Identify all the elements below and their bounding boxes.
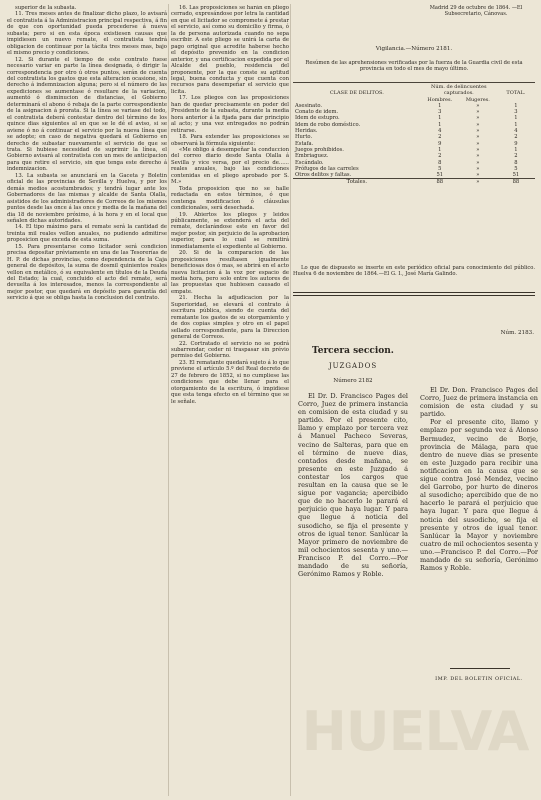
table-cell: 88 — [497, 179, 535, 186]
row-label: Idem de robo doméstico. — [295, 121, 361, 128]
table-cell: 3 — [438, 109, 442, 116]
section-heading: Vigilancia.—Número 2181. — [375, 46, 453, 52]
table-cell: 1 — [438, 115, 442, 122]
notice-number: Número 2182 — [333, 378, 373, 384]
table-cell: » — [476, 109, 480, 116]
table-cell: » — [476, 159, 480, 166]
table-cell: 3 — [514, 109, 518, 116]
paragraph: 20. Si de la comparacion de las proposiciones resultasen igualmente beneficiosas dos ó mas, se abrirá en el acto nueva licitacion á la voz por espacio de media hora, pero solo entre los autores de las propuestas que hubiesen causado el empate. — [171, 250, 289, 295]
row-label: Hurto. — [295, 134, 313, 141]
table-cell: 1 — [514, 146, 518, 153]
table-cell: 1 — [438, 102, 442, 109]
column-divider — [168, 4, 169, 796]
table-cell: 1 — [438, 146, 442, 153]
table-cell: 2 — [514, 153, 518, 160]
table-cell: » — [459, 179, 497, 186]
table-cell: » — [476, 165, 480, 172]
paragraph: 14. El tipo máximo para el remate será la cantidad de treinta mil reales vellon anuales, no pudiendo admitirse proposicion que exceda de esta suma. — [7, 224, 167, 244]
section-title: Tercera seccion. — [312, 346, 394, 356]
paragraph: 21. Hecha la adjudicacion por la Superioridad, se elevará el contrato á escritura pública, siendo de cuenta del rematante los gastos de su otorgamiento y de dos copias simples y otro en el papel sellado correspondiente, para la Direccion general de Correos. — [171, 295, 289, 341]
row-label: Prófugos de las carreles — [295, 165, 359, 172]
table-cell: 51 — [512, 172, 520, 179]
table-cell: 1 — [438, 121, 442, 128]
column-header: Núm. de delincuentes capturados. — [431, 84, 487, 97]
table-cell: » — [476, 128, 480, 135]
paragraph: 12. Si durante el tiempo de este contrato fuese necesario variar en parte la línea designada, ó dirigir la correspondencia por otro ú otros puntos, serán de cuenta del contratista los gastos que esta alteracion ocasione, sin derecho á indemnizacion alguna; pero si el número de las expediciones se aumentase ó resultare de la variacion, aumentó ó disminucion de distancias, el Gobierno determinará el abono ó rebaja de la parte correspondiente de la asignacion á prorata. Si la línea se variase del todo, el contratista deberá contestar dentro del término de los quince dias siguientes al en que se le dé el aviso, si se aviene ó no á continuar el servicio por la nueva línea que se adopte; en caso de negativa quedará el Gobierno en derecho de subastar nuevamente el servicio de que se trata. Si hubiese necesidad de suprimir la línea, el Gobierno avisará al contratista con un mes de anticipacion para que retire el servicio, sin que tenga este derecho á indemnizacion. — [7, 56, 167, 173]
paragraph: 16. Las proposiciones se harán en pliego cerrado, expresándose por letra la cantidad en que el licitador se compromete á prestar el servicio, así como su domicilio y firma, ó la de persona autorizada cuando no sepa escribir. A este pliego se unirá la carta de pago original que acredite haberse hecho el depósito prevenido en la condicion anterior, y una certificacion expedida por el Alcalde del pueblo, residencia del proponente, por la que conste su aptitud legal, buena conducta y que cuenta con recursos para desempeñar el servicio que licita. — [171, 5, 289, 95]
table-row — [293, 172, 535, 179]
table-cell: 4 — [514, 128, 518, 135]
paragraph: 13. La subasta se anunciará en la Gaceta y Boletin oficial de las provincias de Sevilla y Huelva, y por los demás medios acostumbrados; y tendrá lugar ante los Gobernadores de las mismas y alcalde de Santa Olalla, asistidos de los administradores de Correos de los mismos puntos desde las once á las once y media de la mañana del dia 18 de noviembre próximo, á la hora y en el local que señalen dichas autoridades. — [7, 172, 167, 224]
table-cell: » — [476, 140, 480, 147]
arrests-table — [293, 84, 535, 186]
printer-credit: IMP. DEL BOLETIN OFICIAL. — [435, 676, 523, 682]
table-cell: 5 — [514, 165, 518, 172]
section-separator — [293, 292, 535, 296]
row-label: Embriaguez. — [295, 153, 329, 160]
table-cell: 5 — [438, 165, 442, 172]
row-label: Conato de idem. — [295, 109, 339, 116]
closing-notice — [293, 265, 535, 278]
table-cell: 1 — [514, 115, 518, 122]
paragraph: 23. El rematante quedará sujeto á lo que previene el artículo 5.º del Real decreto de 27 de febrero de 1852, si no cumpliese las condiciones que debe llenar para el otorgamiento de la escritura, ó impidiese que esta tenga efecto en el término que se le señale. — [171, 359, 289, 405]
paragraph: 19. Abiertos los pliegos y leidos públicamente, se extenderá el acta del remate, declarándose este en favor del mejor postor, sin perjuicio de la aprobacion superior, para lo cual se remitirá inmediatamente el expediente al Gobierno. — [171, 211, 289, 250]
row-label: Idem de estupro. — [295, 115, 340, 122]
conditions-column-2 — [171, 5, 289, 795]
paragraph: El Dr. D. Francisco Pages del Corro, Juez de primera instancia en comision de esta ciudad y su partido. Por el presente cito, llamo y emplazo por tercera vez á Manuel Pacheco Severas, vecino de Salteras, para que en el término de nueve dias, contados desde mañana, se presente en este Juzgado á contestar los cargos que resultan en la causa que se le sigue por vagancia; apercibido que de no hacerlo le parará el perjuicio que haya lugar. Y para que llegue á noticia del susodicho, se fija el presente y otros de igual tenor. Sanlúcar la Mayor primero de noviembre de mil ochocientos sesenta y uno.—Francisco P. del Corro.—Por mandado de su señoría, Gerónimo Ramos y Roble. — [298, 392, 408, 579]
table-cell: 88 — [421, 179, 459, 186]
table-rule — [293, 82, 535, 83]
column-header: Hombres. — [427, 96, 453, 103]
paragraph: El Dr. Don. Francisco Pages del Corro, Juez de primera instancia en comision de esta ciudad y su partido. — [420, 386, 538, 419]
table-cell: » — [476, 115, 480, 122]
column-header: CLASE DE DELITOS. — [329, 90, 384, 97]
row-label: Asesinato. — [295, 102, 322, 109]
table-cell: » — [476, 102, 480, 109]
divider-rule — [450, 668, 510, 669]
signature-line: Madrid 29 de octubre de 1864. —El Subsecretario, Cánovas. — [429, 5, 523, 18]
column-divider — [290, 4, 291, 796]
row-label: Estafa. — [295, 140, 314, 147]
paragraph: Toda proposicion que no se halle redactada en estos términos, ó que contenga modificacion ó cláusulas condicionales, será desechada. — [171, 185, 289, 212]
table-total-row — [293, 179, 535, 186]
table-cell: 4 — [438, 128, 442, 135]
column-header: TOTAL. — [506, 90, 526, 97]
court-edict — [420, 386, 538, 572]
row-label: Heridas. — [295, 128, 318, 135]
total-label: Totales. — [293, 179, 421, 186]
paragraph: 17. Los pliegos con las proposiciones han de quedar precisamente en poder del Presidente de la subasta, durante la media hora anterior á la fijada para dar principio al acto; y una vez entregados no podrán retirarse. — [171, 95, 289, 134]
table-cell: 2 — [514, 134, 518, 141]
section-subtitle: Resúmen de las aprehensiones verificadas por la fuerza de la Guardia civil de esta provincia en todo el mes de mayo último. — [305, 60, 523, 73]
table-cell: 2 — [438, 134, 442, 141]
paragraph: 15. Para presentarse como licitador será condicion precisa depositar préviamente en una de las Tesorerías de H. P. de dichas provincias, como dependencia de la Caja general de depósitos, la suma de dosmil quinientos reales vellon en metálico, ó su equivalente en títulos de la Deuda del Estado; la cual, concluido el acto del remate, será devuelta á los interesados, menos la correspondiente al mejor postor, que quedará en depósito para garantía del servicio á que se obliga hasta la conclusion del contrato. — [7, 243, 167, 302]
table-cell: 8 — [514, 159, 518, 166]
table-cell: 9 — [514, 140, 518, 147]
table-cell: 9 — [438, 140, 442, 147]
paragraph: «Me obligo á desempeñar la conduccion del correo diario desde Santa Olalla á Sevilla y vice versa, por el precio de...... reales anuales, bajo las condiciones contenidas en el pliego aprobado por S. M.» — [171, 146, 289, 186]
row-label: Juegos prohibidos. — [295, 146, 344, 153]
table-cell: 1 — [514, 121, 518, 128]
watermark-logo: HUELVA — [301, 700, 529, 763]
column-header: Mugeres. — [465, 96, 490, 103]
row-label: Otros delitos y faltas. — [295, 172, 352, 179]
table-cell: » — [476, 121, 480, 128]
paragraph: superior de la subasta. — [15, 5, 77, 11]
table-cell: » — [476, 153, 480, 160]
table-cell: » — [476, 134, 480, 141]
table-cell: » — [476, 172, 480, 179]
paragraph: Lo que de dispuesto se inserte en este periódico oficial para conocimiento del público. Huelva 6 de noviembre de 1864.—El G. I., José María Galindo. — [293, 265, 535, 278]
paragraph: Por el presente cito, llamo y emplazo por segunda vez á Alonso Bermudez, vecino de Borje, provincia de Málaga, para que dentro de nueve dias se presente en este Juzgado para recibir una notificacion en la causa que se sigue contra José Mendez, vecino del Garrobo, por hurto de dineros al susodicho; apercibido que de no hacerlo le parará el perjuicio que haya lugar. Y para que llegue á noticia del susodicho, se fija el presente y otros de igual tenor. Sanlúcar la Mayor y noviembre cuatro de mil ochocientos sesenta y uno.—Francisco P. del Corro.—Por mandado de su señoría, Gerónimo Ramos y Roble. — [420, 418, 538, 573]
section-subtitle: JUZGADOS — [328, 362, 378, 370]
table-cell: » — [476, 146, 480, 153]
conditions-column-1 — [7, 5, 167, 795]
court-edict — [298, 392, 408, 578]
table-cell: 1 — [514, 102, 518, 109]
paragraph: 22. Cortratado el servicio no se podrá subarrendar, ceder ni traspasar sin prévio permiso del Gobierno. — [171, 340, 289, 360]
row-label: Escándalo. — [295, 159, 324, 166]
notice-number: Núm. 2183. — [500, 330, 534, 336]
table-header-row — [293, 84, 535, 97]
table-cell: 51 — [436, 172, 444, 179]
paragraph: 18. Para extender las proposiciones se observará la fórmula siguiente: — [171, 134, 289, 147]
table-cell: 8 — [438, 159, 442, 166]
paragraph: 11. Tres meses antes de finalizar dicho plazo, lo avisará el contratista á la Administracion principal respectiva, á fin de que con oportunidad pueda procederse á nueva subasta; pero si en esta época existiesen causas que impidiesen un nuevo remate, el contratista tendrá obligacion de continuar por la tácita tres meses mas, bajo el mismo precio y condiciones. — [7, 11, 167, 57]
table-cell: 2 — [438, 153, 442, 160]
